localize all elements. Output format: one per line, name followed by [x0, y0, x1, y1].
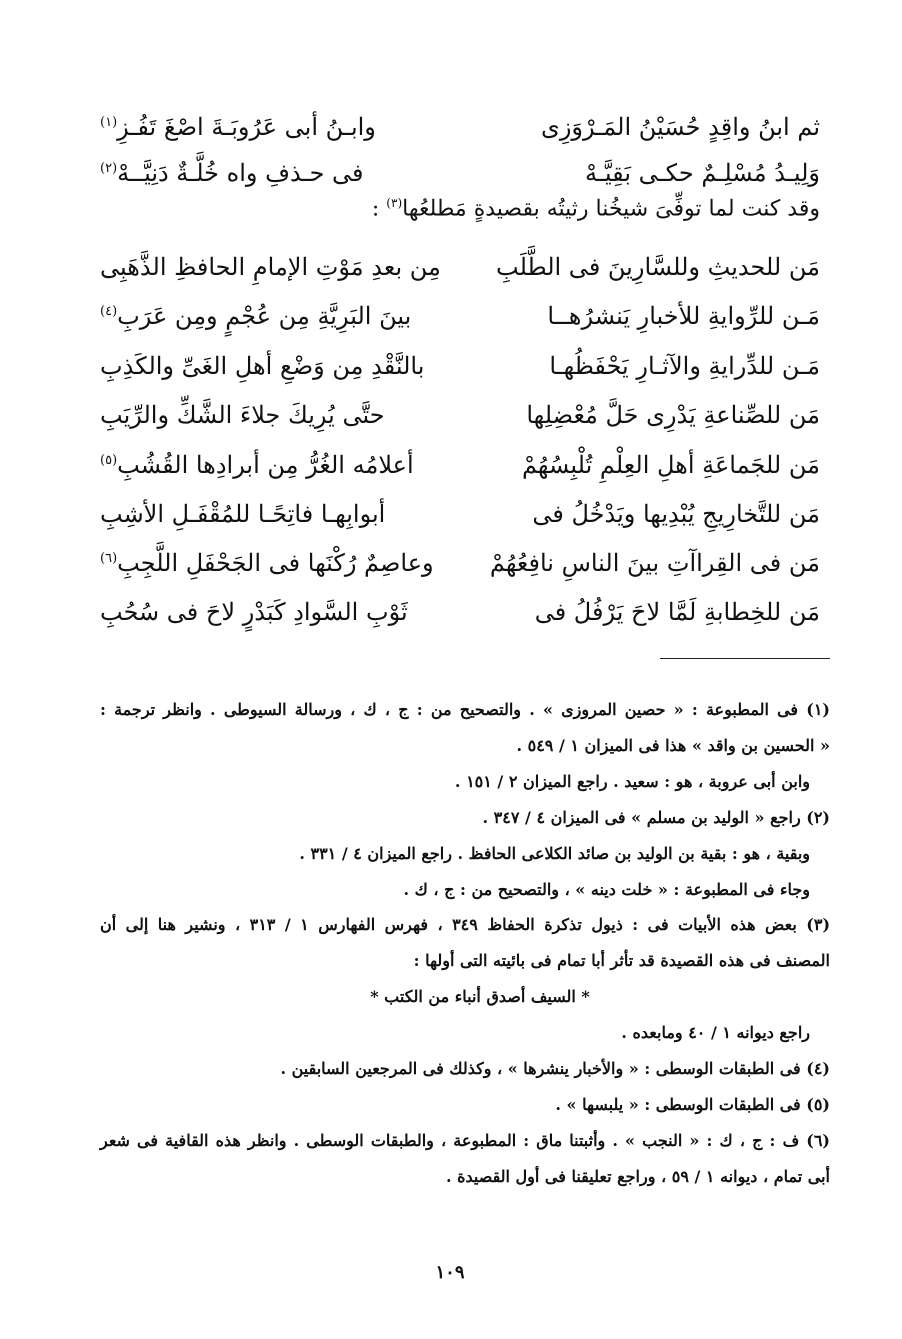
verse-second-hemistich: وابـنُ أبى عَرُوبَـةَ اصْغَ تَفُـزِ$^{(١)}$: [100, 113, 376, 141]
poem-verse-line: [100, 491, 820, 537]
footnote-separator: [660, 658, 830, 659]
footnote-quoted-verse: * السيف أصدق أنباء من الكتب *: [370, 987, 590, 1006]
verse-first-hemistich: مَـن للدِّرايةِ والآثـارِ يَحْفَظُهـا: [549, 352, 820, 380]
footnote-line: المصنف فى هذه القصيدة قد تأثر أبا تمام فى بائيته التى أولها :: [413, 951, 830, 970]
footnote-line: « الحسين بن واقد » هذا فى الميزان ١ / ٥٤٩ .: [516, 736, 830, 755]
verse-second-hemistich: أعلامُه الغُرُّ مِن أبرادِها القُشُبِ$^{(٥)}$: [100, 451, 414, 479]
footnote-line: (٤) فى الطبقات الوسطى : « والأخبار ينشرها » ، وكذلك فى المرجعين السابقين .: [280, 1059, 830, 1078]
verse-second-hemistich: وعاصِمٌ رُكْنَها فى الجَحْفَلِ اللَّجِبِ$^{(٦)}$: [100, 549, 434, 577]
footnote-line: وابن أبى عروبة ، هو : سعيد . راجع الميزان ٢ / ١٥١ .: [454, 772, 810, 791]
footnote-line: أبى تمام ، ديوانه ١ / ٥٩ ، وراجع تعليقنا فى أول القصيدة .: [445, 1167, 830, 1186]
verse-second-hemistich: فى حـذفِ واه خُلَّـةٌ دَنِيَّــهْ$^{(٢)}$: [100, 159, 364, 187]
verse-first-hemistich: مَن فى القِراآتِ بينَ الناسِ نافِعُهُمْ: [489, 549, 820, 577]
footnote-ref: (١): [100, 115, 118, 130]
poem-verse-line: [100, 343, 820, 389]
footnote-line: (٣) بعض هذه الأبيات فى : ذيول تذكرة الحفاظ ٣٤٩ ، فهرس الفهارس ١ / ٣١٣ ، ونشير هنا إلى أن: [100, 915, 831, 934]
verse-first-hemistich: مَن للحديثِ وللسَّارِينَ فى الطَّلَبِ: [496, 253, 820, 281]
verse-first-hemistich: مَن للتَّخارِيجِ يُبْدِيها ويَدْخُلُ فى: [532, 500, 820, 528]
footnote-ref: (٢): [100, 161, 118, 176]
verse-second-hemistich: بالنَّقْدِ مِن وَضْعِ أهلِ الغَىِّ والكَذِبِ: [100, 352, 425, 380]
opening-verse-line: [100, 104, 820, 150]
verse-second-hemistich: أبوابِهـا فاتِحًـا للمُقْفَـلِ الأشِبِ: [100, 500, 386, 528]
verse-first-hemistich: وَلِيـدُ مُسْلِـمٌ حكـى بَقِيَّـهْ: [585, 159, 820, 187]
footnote-ref: (٣): [386, 196, 403, 210]
footnote-line: (١) فى المطبوعة : « حصين المروزى » . والتصحيح من : ج ، ك ، ورسالة السيوطى . وانظر ترجمة :: [100, 700, 830, 719]
poem-verse-line: [100, 442, 820, 488]
verse-first-hemistich: مَن للصِّناعةِ يَدْرِى حَلَّ مُعْضِلِها: [526, 401, 820, 429]
verse-first-hemistich: ثم ابنُ واقِدٍ حُسَيْنُ المَـرْوَزِى: [541, 113, 820, 141]
verse-second-hemistich: مِن بعدِ مَوْتِ الإمامِ الحافظِ الذَّهَبِى: [100, 253, 441, 281]
opening-verse-line: [100, 150, 820, 196]
page-number: ١٠٩: [435, 1262, 465, 1283]
footnote-line: (٦) ف : ج ، ك : « النجب » . وأثبتنا ماق : المطبوعة ، والطبقات الوسطى . وانظر هذه القافية فى شعر: [100, 1131, 830, 1150]
poem-verse-line: [100, 244, 820, 290]
verse-second-hemistich: بينَ البَرِيَّةِ مِن عُجْمٍ ومِن عَرَبِ$^{(٤)}$: [100, 302, 412, 330]
footnote-ref: (٥): [100, 453, 118, 468]
poem-verse-line: [100, 589, 820, 635]
footnote-ref: (٦): [100, 551, 118, 566]
poem-verse-line: [100, 540, 820, 586]
footnote-line: راجع ديوانه ١ / ٤٠ ومابعده .: [621, 1023, 810, 1042]
footnote-line: وجاء فى المطبوعة : « خلت دينه » ، والتصحيح من : ج ، ك .: [403, 880, 810, 899]
verse-first-hemistich: مَـن للرِّوايةِ للأخبارِ يَنشرُهــا: [547, 302, 820, 330]
verse-first-hemistich: مَن للخِطابةِ لَمَّا لاحَ يَرْفُلُ فى: [534, 598, 820, 626]
footnote-line: وبقية ، هو : بقية بن الوليد بن صائد الكلاعى الحافظ . راجع الميزان ٤ / ٣٣١ .: [299, 844, 810, 863]
footnote-ref: (٤): [100, 304, 118, 319]
poem-verse-line: [100, 293, 820, 339]
verse-first-hemistich: مَن للجَماعَةِ أهلِ العِلْمِ تُلْبِسُهُمْ: [521, 451, 820, 479]
verse-second-hemistich: حتَّى يُرِيكَ جلاءَ الشَّكِّ والرِّيَبِ: [100, 401, 385, 429]
footnote-line: (٢) راجع « الوليد بن مسلم » فى الميزان ٤ / ٣٤٧ .: [482, 808, 830, 827]
intro-paragraph: وقد كنت لما توفِّىَ شيخُنا رثيتُه بقصيدةٍ مَطلعُها$^{(٣)}$ :: [371, 196, 820, 222]
footnote-line: (٥) فى الطبقات الوسطى : « يلبسها » .: [555, 1095, 830, 1114]
poem-verse-line: [100, 392, 820, 438]
verse-second-hemistich: ثَوْبِ السَّوادِ كَبَدْرٍ لاحَ فى سُحُبِ: [100, 598, 408, 626]
